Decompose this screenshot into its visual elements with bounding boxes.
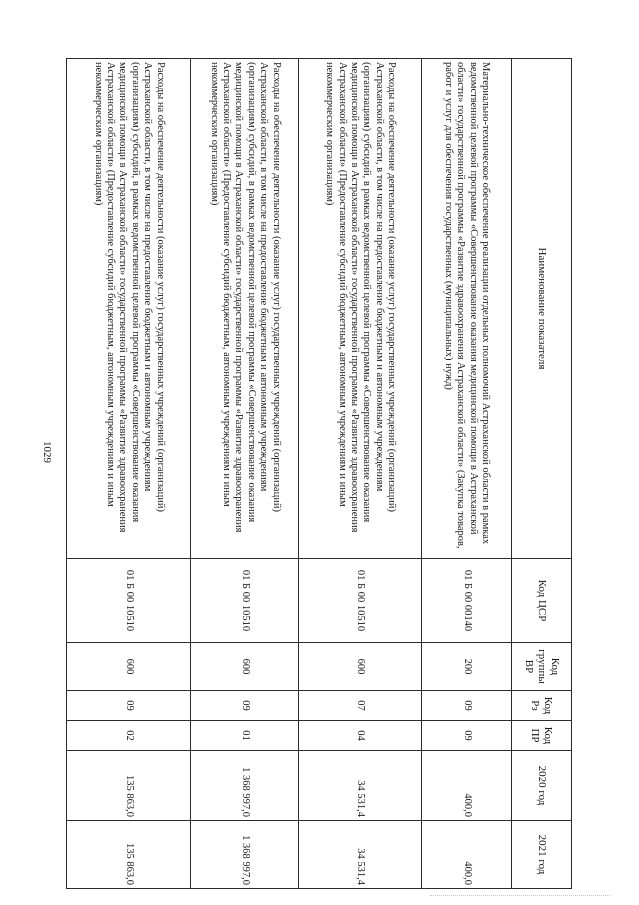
table-row (191, 59, 299, 889)
vr-code: 200 (422, 643, 512, 691)
rz-code: 09 (191, 691, 299, 721)
table-row (67, 59, 191, 889)
amount-2020: 400,0 (422, 751, 512, 821)
header-year-2020: 2020 год (512, 751, 572, 821)
rz-code: 09 (422, 691, 512, 721)
header-rz: Код Рз (512, 691, 572, 721)
amount-2020: 1 368 997,0 (191, 751, 299, 821)
indicator-name: Расходы на обеспечение деятельности (оказание услуг) государственных учреждений (организаций) Астраханской области, в том числе на предоставление бюджетным и автономным учреждениям (организациям) субсидий, в рамках ведомственной целевой программы «Совершенствование оказания медицинской помощи в Астраханской области» государственной программы «Развитие здравоохранения Астраханской области» (Предоставление субсидий бюджетным, автономным учреждениям и иным некоммерческим организациям) (67, 59, 191, 559)
indicator-name: Расходы на обеспечение деятельности (оказание услуг) государственных учреждений (организаций) Астраханской области, в том числе на предоставление бюджетным и автономным учреждениям (организациям) субсидий, в рамках ведомственной целевой программы «Совершенствование оказания медицинской помощи в Астраханской области» государственной программы «Развитие здравоохранения Астраханской области» (Предоставление субсидий бюджетным, автономным учреждениям и иным некоммерческим организациям) (191, 59, 299, 559)
budget-table (66, 58, 572, 889)
amount-2021: 1 368 997,0 (191, 821, 299, 889)
vr-code: 600 (67, 643, 191, 691)
scan-artifact-divider (430, 895, 610, 898)
header-vr: Код группы ВР (512, 643, 572, 691)
csr-code: 01 Б 00 10510 (191, 559, 299, 643)
header-csr: Код ЦСР (512, 559, 572, 643)
indicator-name: Материально-техническое обеспечение реализации отдельных полномочий Астраханской области в рамках ведомственной целевой программы «Совершенствование оказания медицинской помощи в Астраханской области» государственной программы «Развитие здравоохранения Астраханской области» (Закупка товаров, работ и услуг для обеспечения государственных (муниципальных) нужд) (422, 59, 512, 559)
amount-2020: 34 531,4 (299, 751, 422, 821)
csr-code: 01 Б 00 00140 (422, 559, 512, 643)
header-name: Наименование показателя (512, 59, 572, 559)
csr-code: 01 Б 00 10510 (299, 559, 422, 643)
rotated-page (67, 58, 572, 888)
amount-2020: 135 863,0 (67, 751, 191, 821)
page-number: 1029 (41, 441, 53, 463)
header-year-2021: 2021 год (512, 821, 572, 889)
vr-code: 600 (191, 643, 299, 691)
header-pr: Код ПР (512, 721, 572, 751)
pr-code: 09 (422, 721, 512, 751)
pr-code: 01 (191, 721, 299, 751)
rz-code: 09 (67, 691, 191, 721)
amount-2021: 400,0 (422, 821, 512, 889)
indicator-name: Расходы на обеспечение деятельности (оказание услуг) государственных учреждений (организаций) Астраханской области, в том числе на предоставление бюджетным и автономным учреждениям (организациям) субсидий, в рамках ведомственной целевой программы «Совершенствование оказания медицинской помощи в Астраханской области» государственной программы «Развитие здравоохранения Астраханской области» (Предоставление субсидий бюджетным, автономным учреждениям и иным некоммерческим организациям) (299, 59, 422, 559)
table-row (422, 59, 512, 889)
amount-2021: 34 531,4 (299, 821, 422, 889)
table-row (299, 59, 422, 889)
amount-2021: 135 863,0 (67, 821, 191, 889)
rz-code: 07 (299, 691, 422, 721)
vr-code: 600 (299, 643, 422, 691)
pr-code: 02 (67, 721, 191, 751)
table-header-row (512, 59, 572, 889)
pr-code: 04 (299, 721, 422, 751)
csr-code: 01 Б 00 10510 (67, 559, 191, 643)
